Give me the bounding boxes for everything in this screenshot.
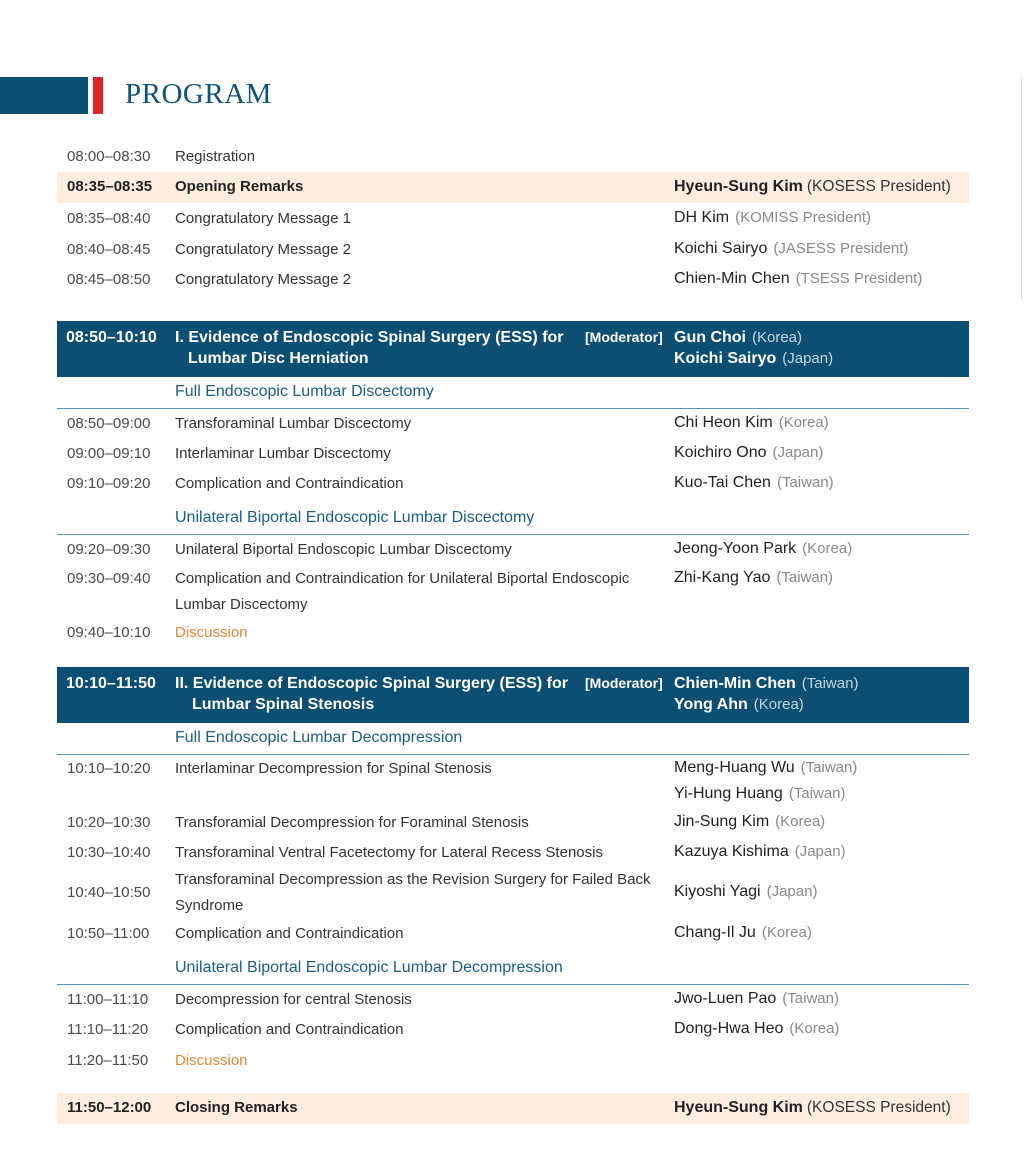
opening-remarks-row [57,172,969,203]
row-title: Complication and Contraindication [175,925,404,942]
row-title: Complication and Contraindication [175,475,404,492]
row-time: 10:10–10:20 [67,760,151,777]
discussion-label: Discussion [175,1052,248,1069]
program-row [57,565,969,617]
session-time: 10:10–11:50 [66,675,156,692]
row-title: Congratulatory Message 1 [175,210,351,227]
row-speaker: Jwo-Luen Pao (Taiwan) [674,990,839,1007]
session-header [57,667,969,723]
closing-remarks-row [57,1093,969,1124]
session-header [57,321,969,377]
program-row [57,266,969,294]
row-time: 09:10–09:20 [67,475,151,492]
subsection-title: Unilateral Biportal Endoscopic Lumbar Discectomy [57,504,969,535]
moderator-label: [Moderator] [585,329,663,345]
row-time: 08:45–08:50 [67,271,151,288]
session-title-line2: Lumbar Disc Herniation [188,350,369,367]
discussion-label: Discussion [175,624,248,641]
moderator-label: [Moderator] [585,675,663,691]
row-time: 10:40–10:50 [67,884,151,901]
moderator: Yong Ahn (Korea) [674,696,804,713]
row-speaker: Chi Heon Kim (Korea) [674,414,829,431]
program-row [57,536,969,564]
program-row [57,809,969,837]
program-row [57,440,969,468]
row-time: 08:50–09:00 [67,415,151,432]
row-speaker: Kazuya Kishima (Japan) [674,843,846,860]
row-time: 11:00–11:10 [67,991,149,1008]
row-speaker: Dong-Hwa Heo (Korea) [674,1020,840,1037]
row-time: 08:35–08:40 [67,210,151,227]
row-time: 11:10–11:20 [67,1021,149,1038]
discussion-row [57,619,969,647]
row-time: 08:35–08:35 [67,178,153,195]
session-title-line1: II. Evidence of Endoscopic Spinal Surgery (ESS) for [175,675,568,692]
row-speaker: Hyeun-Sung Kim (KOSESS President) [674,1099,951,1116]
row-title: Complication and Contraindication [175,1021,404,1038]
program-row [57,920,969,948]
subsection-title: Full Endoscopic Lumbar Decompression [57,724,969,755]
row-speaker: DH Kim (KOMISS President) [674,209,871,226]
row-title: Transforaminal Lumbar Discectomy [175,415,412,432]
program-row [57,755,969,807]
subsection-title: Unilateral Biportal Endoscopic Lumbar Decompression [57,954,969,985]
row-time: 09:30–09:40 [67,570,151,587]
row-speaker: Kuo-Tai Chen (Taiwan) [674,474,834,491]
row-speaker: Kiyoshi Yagi (Japan) [674,883,818,900]
row-speaker: Jin-Sung Kim (Korea) [674,813,826,830]
row-title: Transforaminal Decompression as the Revision Surgery for Failed Back [175,871,651,888]
session-title-line2: Lumbar Spinal Stenosis [192,696,375,713]
program-row [57,470,969,498]
row-title: Closing Remarks [175,1099,298,1116]
row-title: Interlaminar Lumbar Discectomy [175,445,391,462]
row-time: 10:50–11:00 [67,925,150,942]
row-title: Registration [175,148,256,165]
session-title-line1: I. Evidence of Endoscopic Spinal Surgery (ESS) for [175,329,564,346]
row-speaker: Koichiro Ono (Japan) [674,444,824,461]
row-speaker: Hyeun-Sung Kim (KOSESS President) [674,178,951,195]
row-time: 08:40–08:45 [67,241,151,258]
edge-line [1021,78,1022,300]
row-title-cont: Syndrome [175,897,244,914]
row-time: 09:00–09:10 [67,445,151,462]
page-title: PROGRAM [125,78,272,110]
row-title-cont: Lumbar Discectomy [175,596,308,613]
row-speaker: Chang-Il Ju (Korea) [674,924,812,941]
moderator: Gun Choi (Korea) [674,329,803,346]
header-accent [93,77,103,114]
row-title: Interlaminar Decompression for Spinal Stenosis [175,760,492,777]
subsection-title: Full Endoscopic Lumbar Discectomy [57,378,969,409]
row-title: Congratulatory Message 2 [175,241,351,258]
row-title: Opening Remarks [175,178,304,195]
row-title: Transforaminal Ventral Facetectomy for Lateral Recess Stenosis [175,844,603,861]
program-row [57,236,969,264]
row-speaker: Koichi Sairyo (JASESS President) [674,240,909,257]
row-time: 09:40–10:10 [67,624,151,641]
row-title: Unilateral Biportal Endoscopic Lumbar Discectomy [175,541,512,558]
row-time: 10:20–10:30 [67,814,151,831]
row-time: 09:20–09:30 [67,541,151,558]
program-row [57,986,969,1014]
moderator: Koichi Sairyo (Japan) [674,350,834,367]
row-speaker: Meng-Huang Wu (Taiwan) [674,759,858,776]
row-speaker: Yi-Hung Huang (Taiwan) [674,785,846,802]
session-time: 08:50–10:10 [66,329,157,346]
row-speaker: Jeong-Yoon Park (Korea) [674,540,853,557]
row-time: 11:20–11:50 [67,1052,149,1069]
program-row [57,866,969,918]
row-title: Decompression for central Stenosis [175,991,412,1008]
header-bar [0,77,88,114]
program-row [57,410,969,438]
row-time: 10:30–10:40 [67,844,151,861]
moderator: Chien-Min Chen (Taiwan) [674,675,859,692]
row-title: Congratulatory Message 2 [175,271,351,288]
row-title: Complication and Contraindication for Unilateral Biportal Endoscopic [175,570,630,587]
row-speaker: Chien-Min Chen (TSESS President) [674,270,923,287]
row-title: Transforamial Decompression for Foraminal Stenosis [175,814,529,831]
row-time: 11:50–12:00 [67,1099,152,1116]
program-row [57,839,969,867]
discussion-row [57,1047,969,1075]
row-time: 08:00–08:30 [67,148,151,165]
program-row [57,205,969,233]
program-row [57,143,969,171]
row-speaker: Zhi-Kang Yao (Taiwan) [674,569,834,586]
program-row [57,1016,969,1044]
